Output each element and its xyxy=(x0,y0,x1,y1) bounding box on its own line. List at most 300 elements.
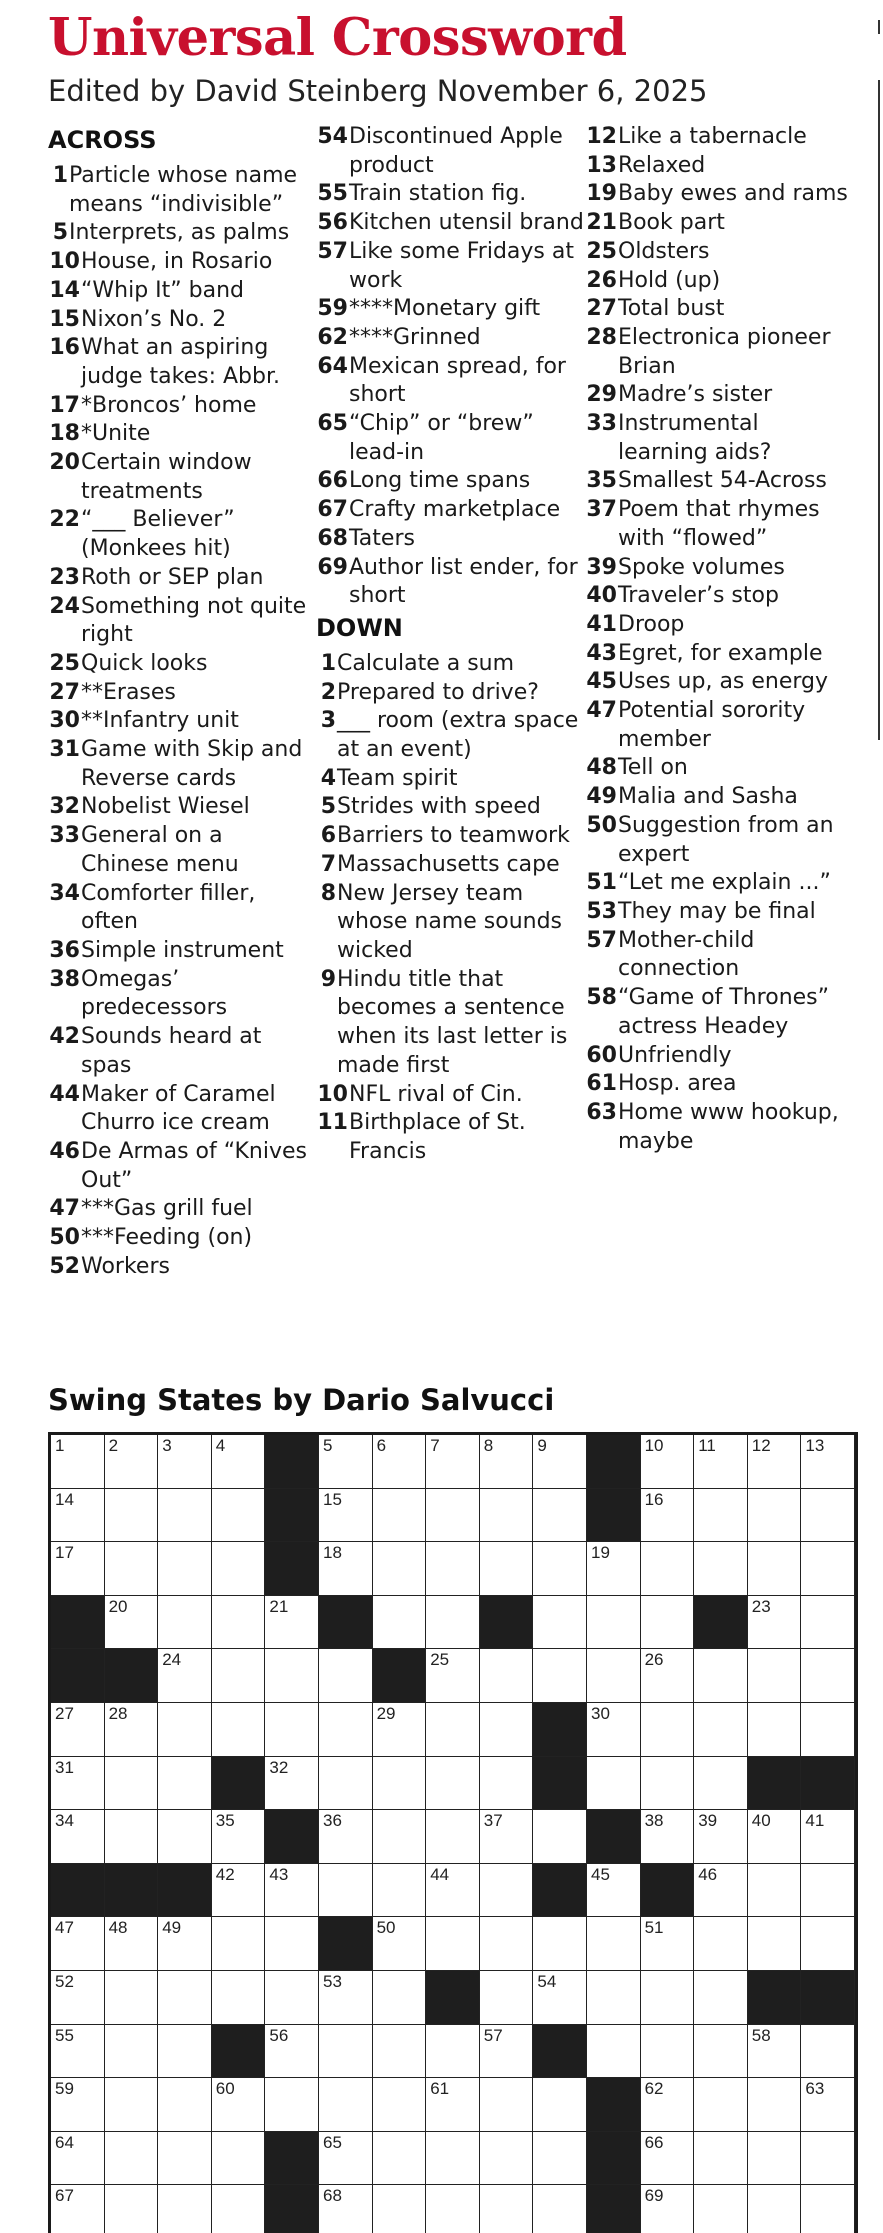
grid-cell[interactable] xyxy=(426,2185,480,2233)
grid-cell[interactable] xyxy=(641,2025,695,2079)
clue-item[interactable] xyxy=(585,869,853,898)
clue-item[interactable] xyxy=(48,306,316,335)
clue-item[interactable] xyxy=(48,593,316,650)
grid-cell[interactable] xyxy=(158,2078,212,2132)
clue-item[interactable] xyxy=(316,496,584,525)
clue-item[interactable] xyxy=(316,793,584,822)
grid-cell[interactable] xyxy=(158,1649,212,1703)
grid-cell[interactable] xyxy=(801,1542,855,1596)
grid-cell[interactable] xyxy=(319,1810,373,1864)
grid-cell[interactable] xyxy=(373,1596,427,1650)
clue-item[interactable] xyxy=(48,1195,316,1224)
grid-cell[interactable] xyxy=(694,2078,748,2132)
clue-item[interactable] xyxy=(48,334,316,391)
grid-cell[interactable] xyxy=(694,1489,748,1543)
grid-cell[interactable] xyxy=(158,1703,212,1757)
clue-item[interactable] xyxy=(48,1138,316,1195)
grid-cell[interactable] xyxy=(801,2025,855,2079)
grid-cell[interactable] xyxy=(158,2132,212,2186)
grid-cell[interactable] xyxy=(587,2025,641,2079)
grid-cell[interactable] xyxy=(212,1649,266,1703)
grid-cell[interactable] xyxy=(158,2025,212,2079)
grid-cell[interactable] xyxy=(212,1971,266,2025)
grid-cell[interactable] xyxy=(587,1917,641,1971)
clue-text: Taters xyxy=(349,525,415,551)
clue-item[interactable] xyxy=(316,525,584,554)
grid-cell[interactable] xyxy=(51,2185,105,2233)
grid-cell[interactable] xyxy=(319,1649,373,1703)
grid-cell[interactable] xyxy=(480,1917,534,1971)
clue-item[interactable] xyxy=(585,496,853,553)
clue-item[interactable] xyxy=(585,238,853,267)
grid-cell[interactable] xyxy=(105,2078,159,2132)
clue-item[interactable] xyxy=(48,1253,316,1282)
grid-cell[interactable] xyxy=(265,1971,319,2025)
clue-item[interactable] xyxy=(585,697,853,754)
grid-cell[interactable] xyxy=(641,1917,695,1971)
grid-cell[interactable] xyxy=(158,1435,212,1489)
grid-cell[interactable] xyxy=(212,1917,266,1971)
clue-text: Instrumental learning aids? xyxy=(618,411,772,465)
grid-cell[interactable] xyxy=(533,1596,587,1650)
clue-item[interactable] xyxy=(48,219,316,248)
grid-cell[interactable] xyxy=(641,1971,695,2025)
clue-item[interactable] xyxy=(585,1099,853,1156)
grid-cell[interactable] xyxy=(426,1542,480,1596)
grid-cell[interactable] xyxy=(801,1917,855,1971)
grid-cell[interactable] xyxy=(641,1703,695,1757)
grid-cell[interactable] xyxy=(158,1542,212,1596)
grid-cell[interactable] xyxy=(480,1542,534,1596)
clue-number: 25 xyxy=(586,238,617,264)
grid-cell[interactable] xyxy=(319,1757,373,1811)
grid-cell[interactable] xyxy=(158,1971,212,2025)
clue-item[interactable] xyxy=(585,898,853,927)
grid-cell[interactable] xyxy=(51,1703,105,1757)
grid-cell[interactable] xyxy=(426,1917,480,1971)
grid-cell[interactable] xyxy=(641,1649,695,1703)
grid-cell[interactable] xyxy=(265,2078,319,2132)
grid-cell[interactable] xyxy=(51,1542,105,1596)
grid-cell[interactable] xyxy=(319,1703,373,1757)
clue-item[interactable] xyxy=(585,668,853,697)
grid-cell[interactable] xyxy=(801,1703,855,1757)
clue-text: Mexican spread, for short xyxy=(349,353,566,408)
grid-cell[interactable] xyxy=(426,2132,480,2186)
grid-cell[interactable] xyxy=(587,1757,641,1811)
grid-cell[interactable] xyxy=(480,1435,534,1489)
grid-cell[interactable] xyxy=(641,2132,695,2186)
grid-cell[interactable] xyxy=(801,1596,855,1650)
grid-cell[interactable] xyxy=(694,1917,748,1971)
grid-cell[interactable] xyxy=(212,1864,266,1918)
clue-text: Book part xyxy=(618,210,725,236)
grid-cell[interactable] xyxy=(533,1917,587,1971)
clue-item[interactable] xyxy=(585,180,853,209)
grid-cell[interactable] xyxy=(748,1489,802,1543)
grid-cell[interactable] xyxy=(158,1810,212,1864)
grid-cell[interactable] xyxy=(533,2078,587,2132)
clue-item[interactable] xyxy=(48,162,316,219)
clue-item[interactable] xyxy=(585,754,853,783)
grid-cell[interactable] xyxy=(748,2025,802,2079)
grid-cell[interactable] xyxy=(265,2025,319,2079)
clue-text: Spoke volumes xyxy=(618,554,785,580)
grid-cell[interactable] xyxy=(426,1810,480,1864)
clue-item[interactable] xyxy=(316,554,584,611)
grid-cell[interactable] xyxy=(801,1864,855,1918)
clue-item[interactable] xyxy=(48,420,316,449)
clue-item[interactable] xyxy=(48,880,316,937)
grid-cell[interactable] xyxy=(105,1542,159,1596)
clue-item[interactable] xyxy=(316,1081,584,1110)
clue-item[interactable] xyxy=(48,1081,316,1138)
clue-item[interactable] xyxy=(585,410,853,467)
grid-cell[interactable] xyxy=(426,1489,480,1543)
grid-cell[interactable] xyxy=(105,1435,159,1489)
grid-cell[interactable] xyxy=(373,2078,427,2132)
grid-cell[interactable] xyxy=(105,1757,159,1811)
clue-item[interactable] xyxy=(316,353,584,410)
clue-item[interactable] xyxy=(585,324,853,381)
clue-item[interactable] xyxy=(316,851,584,880)
grid-cell[interactable] xyxy=(748,1435,802,1489)
grid-cell[interactable] xyxy=(641,1810,695,1864)
grid-cell[interactable] xyxy=(587,1649,641,1703)
cell-number: 5 xyxy=(323,1436,333,1455)
grid-cell[interactable] xyxy=(480,2025,534,2079)
clue-text: NFL rival of Cin. xyxy=(349,1081,523,1107)
grid-cell[interactable] xyxy=(480,1971,534,2025)
clue-item[interactable] xyxy=(48,736,316,793)
clue-item[interactable] xyxy=(316,679,584,708)
grid-cell[interactable] xyxy=(748,1703,802,1757)
grid-cell[interactable] xyxy=(533,1971,587,2025)
grid-cell[interactable] xyxy=(801,2132,855,2186)
clue-number: 24 xyxy=(49,593,80,619)
clue-number: 9 xyxy=(320,966,336,992)
grid-cell[interactable] xyxy=(641,1596,695,1650)
grid-cell[interactable] xyxy=(694,2025,748,2079)
grid-cell[interactable] xyxy=(533,1489,587,1543)
grid-cell[interactable] xyxy=(426,1596,480,1650)
grid-cell[interactable] xyxy=(51,1489,105,1543)
grid-cell[interactable] xyxy=(748,2185,802,2233)
clue-item[interactable] xyxy=(316,650,584,679)
grid-cell[interactable] xyxy=(533,1810,587,1864)
grid-cell[interactable] xyxy=(533,1435,587,1489)
grid-cell[interactable] xyxy=(319,2185,373,2233)
grid-cell[interactable] xyxy=(105,1810,159,1864)
clue-item[interactable] xyxy=(48,564,316,593)
grid-cell[interactable] xyxy=(641,1435,695,1489)
cell-number: 43 xyxy=(269,1864,289,1884)
grid-cell[interactable] xyxy=(319,2078,373,2132)
clue-item[interactable] xyxy=(585,984,853,1041)
clue-number: 23 xyxy=(49,564,80,590)
grid-cell[interactable] xyxy=(212,1810,266,1864)
clue-item[interactable] xyxy=(316,765,584,794)
grid-cell[interactable] xyxy=(801,2078,855,2132)
cell-number: 67 xyxy=(55,2186,74,2206)
grid-cell[interactable] xyxy=(105,1703,159,1757)
grid-cell[interactable] xyxy=(212,2132,266,2186)
grid-cell[interactable] xyxy=(694,1757,748,1811)
grid-cell[interactable] xyxy=(480,2078,534,2132)
clue-item[interactable] xyxy=(316,880,584,966)
clue-item[interactable] xyxy=(316,209,584,238)
grid-cell[interactable] xyxy=(105,2025,159,2079)
grid-cell[interactable] xyxy=(212,1596,266,1650)
grid-cell[interactable] xyxy=(587,1971,641,2025)
clue-item[interactable] xyxy=(48,1224,316,1253)
clue-item[interactable] xyxy=(316,238,584,295)
clue-item[interactable] xyxy=(48,679,316,708)
grid-cell[interactable] xyxy=(587,1864,641,1918)
clue-number: 20 xyxy=(49,450,80,476)
grid-cell[interactable] xyxy=(373,1864,427,1918)
grid-cell[interactable] xyxy=(587,1542,641,1596)
grid-cell[interactable] xyxy=(480,1810,534,1864)
clue-item[interactable] xyxy=(48,650,316,679)
grid-cell[interactable] xyxy=(694,1810,748,1864)
clue-number: 40 xyxy=(586,583,617,609)
grid-cell[interactable] xyxy=(694,2185,748,2233)
clue-item[interactable] xyxy=(48,277,316,306)
clue-text: Madre’s sister xyxy=(618,382,773,408)
grid-cell[interactable] xyxy=(373,1917,427,1971)
clue-text: Team spirit xyxy=(337,765,458,791)
grid-cell[interactable] xyxy=(748,2078,802,2132)
grid-cell[interactable] xyxy=(319,1864,373,1918)
cell-number: 57 xyxy=(483,2025,503,2045)
clue-item[interactable] xyxy=(585,123,853,152)
clue-number: 37 xyxy=(586,497,617,523)
grid-cell[interactable] xyxy=(480,2185,534,2233)
grid-cell[interactable] xyxy=(105,2132,159,2186)
grid-cell[interactable] xyxy=(748,1649,802,1703)
grid-cell[interactable] xyxy=(212,1489,266,1543)
clue-item[interactable] xyxy=(48,822,316,879)
grid-cell[interactable] xyxy=(801,1435,855,1489)
clue-item[interactable] xyxy=(585,582,853,611)
clue-item[interactable] xyxy=(48,248,316,277)
grid-cell[interactable] xyxy=(480,2132,534,2186)
cell-number: 39 xyxy=(698,1811,718,1831)
grid-cell[interactable] xyxy=(426,1864,480,1918)
grid-cell[interactable] xyxy=(533,1542,587,1596)
grid-cell[interactable] xyxy=(533,2132,587,2186)
grid-cell[interactable] xyxy=(373,2132,427,2186)
clue-item[interactable] xyxy=(48,966,316,1023)
grid-cell[interactable] xyxy=(51,1917,105,1971)
grid-cell[interactable] xyxy=(426,1435,480,1489)
grid-cell[interactable] xyxy=(265,1703,319,1757)
grid-cell[interactable] xyxy=(748,1596,802,1650)
grid-cell[interactable] xyxy=(319,1489,373,1543)
grid-cell[interactable] xyxy=(158,1489,212,1543)
clue-item[interactable] xyxy=(585,1042,853,1071)
clue-item[interactable] xyxy=(585,152,853,181)
grid-cell[interactable] xyxy=(373,1703,427,1757)
grid-cell[interactable] xyxy=(480,1703,534,1757)
grid-cell[interactable] xyxy=(158,1917,212,1971)
grid-cell[interactable] xyxy=(51,1810,105,1864)
clue-item[interactable] xyxy=(316,324,584,353)
clue-item[interactable] xyxy=(585,640,853,669)
clue-item[interactable] xyxy=(48,506,316,563)
grid-cell[interactable] xyxy=(265,1864,319,1918)
grid-cell[interactable] xyxy=(51,1971,105,2025)
clue-item[interactable] xyxy=(585,209,853,238)
clue-item[interactable] xyxy=(585,1070,853,1099)
grid-cell[interactable] xyxy=(319,2025,373,2079)
grid-cell[interactable] xyxy=(319,1435,373,1489)
clue-item[interactable] xyxy=(585,267,853,296)
grid-cell[interactable] xyxy=(373,1435,427,1489)
clue-number: 64 xyxy=(317,353,348,379)
grid-cell[interactable] xyxy=(426,1757,480,1811)
clue-item[interactable] xyxy=(316,822,584,851)
grid-cell[interactable] xyxy=(373,1489,427,1543)
grid-cell[interactable] xyxy=(212,2078,266,2132)
grid-cell[interactable] xyxy=(319,1542,373,1596)
grid-cell[interactable] xyxy=(694,2132,748,2186)
grid-cell[interactable] xyxy=(480,1864,534,1918)
grid-cell[interactable] xyxy=(265,1757,319,1811)
grid-cell[interactable] xyxy=(105,1489,159,1543)
clue-item[interactable] xyxy=(316,123,584,180)
grid-cell[interactable] xyxy=(801,1489,855,1543)
grid-cell[interactable] xyxy=(801,2185,855,2233)
grid-cell[interactable] xyxy=(212,1435,266,1489)
grid-cell[interactable] xyxy=(265,1596,319,1650)
grid-cell[interactable] xyxy=(694,1703,748,1757)
grid-cell[interactable] xyxy=(319,1971,373,2025)
grid-cell[interactable] xyxy=(748,1917,802,1971)
clue-item[interactable] xyxy=(48,793,316,822)
grid-cell[interactable] xyxy=(105,1971,159,2025)
grid-cell[interactable] xyxy=(480,1489,534,1543)
grid-cell[interactable] xyxy=(105,1917,159,1971)
grid-cell[interactable] xyxy=(158,1596,212,1650)
grid-cell[interactable] xyxy=(51,2025,105,2079)
clue-text: Long time spans xyxy=(349,468,531,494)
clue-number: 12 xyxy=(586,124,617,149)
clue-item[interactable] xyxy=(48,449,316,506)
grid-cell[interactable] xyxy=(694,1649,748,1703)
clue-item[interactable] xyxy=(585,783,853,812)
grid-cell[interactable] xyxy=(748,2132,802,2186)
grid-cell[interactable] xyxy=(265,1649,319,1703)
grid-cell[interactable] xyxy=(801,1649,855,1703)
grid-cell[interactable] xyxy=(480,1757,534,1811)
grid-cell[interactable] xyxy=(373,1757,427,1811)
grid-cell[interactable] xyxy=(641,1489,695,1543)
clue-item[interactable] xyxy=(316,295,584,324)
grid-cell[interactable] xyxy=(51,2132,105,2186)
grid-cell[interactable] xyxy=(426,2078,480,2132)
cell-number: 47 xyxy=(55,1918,74,1938)
clue-item[interactable] xyxy=(585,467,853,496)
grid-cell[interactable] xyxy=(158,2185,212,2233)
grid-cell[interactable] xyxy=(641,1542,695,1596)
clue-item[interactable] xyxy=(316,966,584,1081)
clue-number: 11 xyxy=(317,1110,348,1136)
clue-item[interactable] xyxy=(585,927,853,984)
grid-cell[interactable] xyxy=(373,1542,427,1596)
grid-cell[interactable] xyxy=(587,1703,641,1757)
grid-cell[interactable] xyxy=(51,1435,105,1489)
grid-cell[interactable] xyxy=(373,1810,427,1864)
grid-cell[interactable] xyxy=(480,1649,534,1703)
clue-item[interactable] xyxy=(48,1023,316,1080)
clue-item[interactable] xyxy=(316,410,584,467)
clue-item[interactable] xyxy=(316,180,584,209)
grid-cell[interactable] xyxy=(212,1703,266,1757)
grid-cell[interactable] xyxy=(426,1703,480,1757)
grid-cell[interactable] xyxy=(158,1757,212,1811)
grid-cell[interactable] xyxy=(51,1757,105,1811)
clue-item[interactable] xyxy=(48,937,316,966)
grid-cell[interactable] xyxy=(748,1810,802,1864)
grid-cell[interactable] xyxy=(105,1596,159,1650)
clue-item[interactable] xyxy=(585,554,853,583)
clue-number: 42 xyxy=(49,1024,80,1050)
grid-cell[interactable] xyxy=(748,1864,802,1918)
clue-number: 57 xyxy=(586,927,617,953)
clue-item[interactable] xyxy=(316,707,584,764)
clue-number: 56 xyxy=(317,210,348,236)
grid-cell[interactable] xyxy=(533,1649,587,1703)
clue-item[interactable] xyxy=(316,1109,584,1166)
grid-cell[interactable] xyxy=(373,2185,427,2233)
grid-cell[interactable] xyxy=(533,2185,587,2233)
grid-cell[interactable] xyxy=(587,1596,641,1650)
grid-cell[interactable] xyxy=(373,2025,427,2079)
grid-cell[interactable] xyxy=(801,1810,855,1864)
grid-cell[interactable] xyxy=(319,2132,373,2186)
grid-cell[interactable] xyxy=(694,1435,748,1489)
grid-cell[interactable] xyxy=(426,1649,480,1703)
grid-cell[interactable] xyxy=(212,1542,266,1596)
clue-item[interactable] xyxy=(316,467,584,496)
grid-cell[interactable] xyxy=(51,2078,105,2132)
grid-cell[interactable] xyxy=(373,1971,427,2025)
grid-cell[interactable] xyxy=(212,2185,266,2233)
grid-cell[interactable] xyxy=(694,1542,748,1596)
grid-cell[interactable] xyxy=(105,2185,159,2233)
grid-cell[interactable] xyxy=(641,2078,695,2132)
grid-cell[interactable] xyxy=(426,2025,480,2079)
clue-number: 65 xyxy=(317,411,348,437)
clue-item[interactable] xyxy=(48,392,316,421)
grid-cell[interactable] xyxy=(641,2185,695,2233)
clue-text: Malia and Sasha xyxy=(618,784,798,810)
clue-item[interactable] xyxy=(48,707,316,736)
clue-item[interactable] xyxy=(585,812,853,869)
black-square xyxy=(748,1757,802,1811)
grid-cell[interactable] xyxy=(641,1757,695,1811)
grid-cell[interactable] xyxy=(694,1864,748,1918)
clue-item[interactable] xyxy=(585,381,853,410)
black-square xyxy=(51,1864,105,1918)
clue-item[interactable] xyxy=(585,295,853,324)
grid-cell[interactable] xyxy=(694,1971,748,2025)
grid-cell[interactable] xyxy=(265,1917,319,1971)
clue-item[interactable] xyxy=(585,611,853,640)
grid-cell[interactable] xyxy=(748,1542,802,1596)
